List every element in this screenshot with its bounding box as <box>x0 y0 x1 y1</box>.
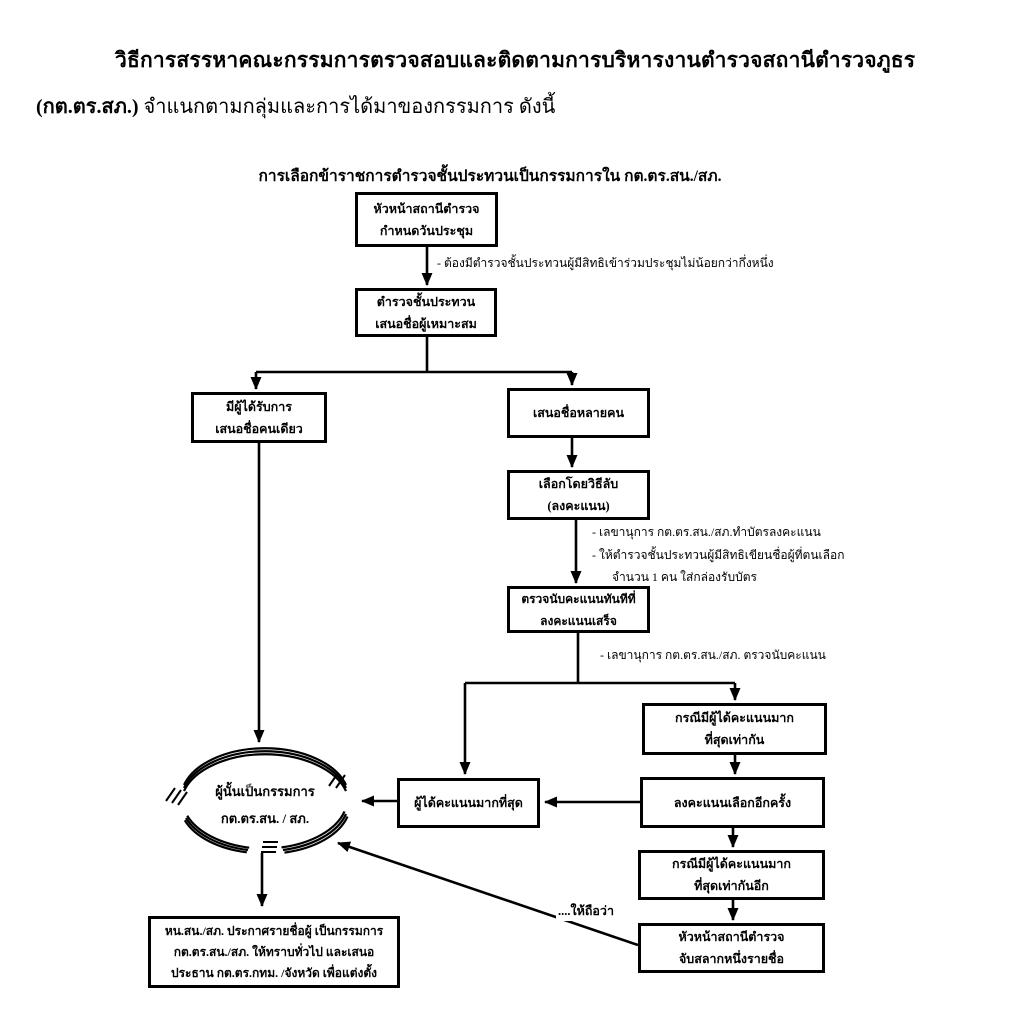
box-draw-lots <box>638 923 825 973</box>
box-revote <box>640 777 825 828</box>
box-line: ประธาน กต.ตร.กทม. /จังหวัด เพื่อแต่งตั้ง <box>170 965 378 980</box>
box-line: ตรวจนับคะแนนทันทีที่ <box>521 591 636 606</box>
box-line: กรณีมีผู้ได้คะแนนมาก <box>672 857 791 871</box>
box-announce-result <box>148 916 400 988</box>
box-ncos-nominate <box>355 288 497 337</box>
box-line: เสนอชื่อผู้เหมาะสม <box>375 316 477 331</box>
box-line: ที่สุดเท่ากัน <box>704 733 765 747</box>
box-line: เสนอชื่อคนเดียว <box>215 421 303 436</box>
annotation-line: จำนวน 1 คน ใส่กล่องรับบัตร <box>612 570 757 584</box>
header-line1: วิธีการสรรหาคณะกรรมการตรวจสอบและติดตามการบริหารงานตำรวจสถานีตำรวจภูธร <box>115 48 916 72</box>
box-line: มีผู้ได้รับการ <box>226 399 292 414</box>
header-line2-abbrev: (กต.ตร.สภ.) <box>36 96 139 118</box>
box-line: กรณีมีผู้ได้คะแนนมาก <box>675 711 794 725</box>
label-consider: ....ให้ถือว่า <box>556 901 616 921</box>
box-line: หน.สน./สภ. ประกาศรายชื่อผู้ เป็นกรรมการ <box>164 923 384 938</box>
box-line: กต.ตร.สน./สภ. ให้ทราบทั่วไป และเสนอ <box>173 944 375 959</box>
annotation-line: - เลขานุการ กต.ตร.สน./สภ.ทำบัตรลงคะแนน <box>592 525 821 539</box>
box-most-votes <box>397 778 540 828</box>
box-tie-case <box>642 703 827 755</box>
box-line: ลงคะแนนเสร็จ <box>540 613 617 628</box>
box-line: เลือกโดยวิธีลับ <box>538 477 619 491</box>
box-line: เสนอชื่อหลายคน <box>532 406 625 420</box>
ellipse-line: กต.ตร.สน. / สภ. <box>220 811 310 826</box>
branch1-trunk <box>256 337 572 372</box>
annotation-ballot <box>592 521 844 589</box>
box-chief-sets-meeting <box>355 192 498 247</box>
annotation-line: - ให้ตำรวจชั้นประทวนผู้มีสิทธิเขียนชื่อผู้ที่ตนเลือก <box>592 547 845 562</box>
box-line: (ลงคะแนน) <box>547 499 610 513</box>
box-line: หัวหน้าสถานีตำรวจ <box>373 201 480 216</box>
box-line: ผู้ได้คะแนนมากที่สุด <box>414 796 523 810</box>
box-line: จับสลากหนึ่งรายชื่อ <box>678 952 785 966</box>
box-line: ลงคะแนนเลือกอีกครั้ง <box>673 795 792 810</box>
box-count-votes <box>507 586 650 633</box>
box-line: กำหนดวันประชุม <box>379 223 474 238</box>
box-single-nominee <box>191 392 327 443</box>
box-multiple-nominees <box>507 388 650 438</box>
box-line: ตำรวจชั้นประทวน <box>376 294 476 309</box>
box-line: ที่สุดเท่ากันอีก <box>694 879 769 893</box>
header-line2-rest: จำแนกตามกลุ่มและการได้มาของกรรมการ ดังนี้ <box>138 96 556 118</box>
ellipse-result <box>165 778 365 832</box>
flowchart-title: การเลือกข้าราชการตำรวจชั้นประทวนเป็นกรรมการใน กต.ตร.สน./สภ. <box>258 168 722 185</box>
annotation-quorum: - ต้องมีตำรวจชั้นประทวนผู้มีสิทธิเข้าร่วมประชุมไม่น้อยกว่ากึ่งหนึ่ง <box>437 256 774 270</box>
annotation-count: - เลขานุการ กต.ตร.สน./สภ. ตรวจนับคะแนน <box>600 648 826 662</box>
box-line: หัวหน้าสถานีตำรวจ <box>678 930 785 944</box>
ellipse-line: ผู้นั้นเป็นกรรมการ <box>215 784 315 799</box>
box-tie-again <box>638 850 825 900</box>
box-secret-vote <box>507 470 650 520</box>
